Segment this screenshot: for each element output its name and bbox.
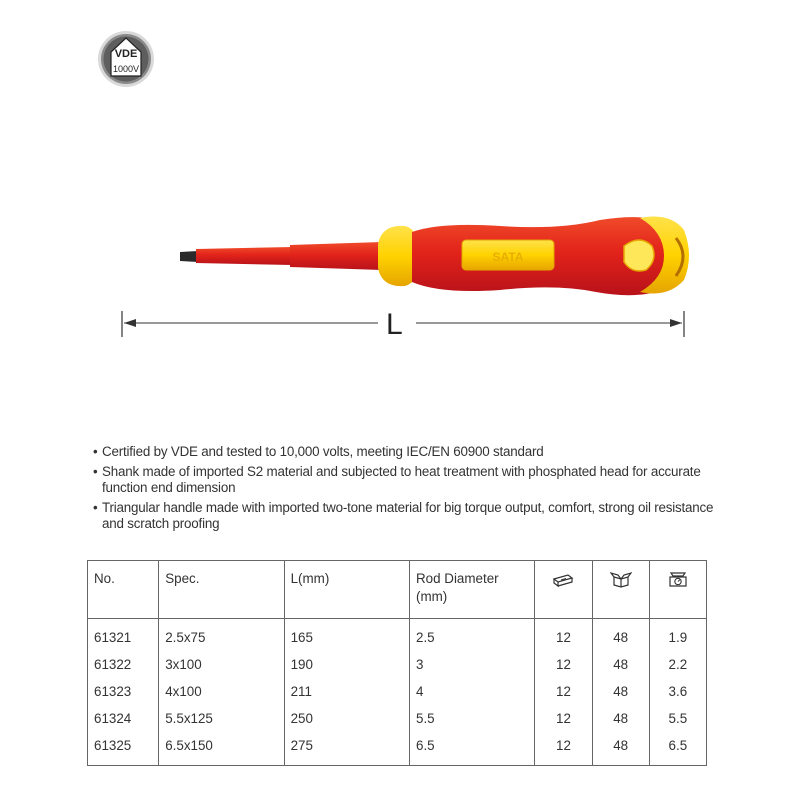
cell-box-qty: 12 (535, 705, 592, 732)
feature-item: • Triangular handle made with imported two-tone material for big torque output, comfort, strong oil resistance and scratch proofing (93, 500, 733, 533)
cell-weight: 5.5 (649, 705, 706, 732)
cell-box-qty: 12 (535, 651, 592, 678)
cell-no: 61323 (88, 678, 159, 705)
cell-carton-qty: 48 (592, 678, 649, 705)
cell-spec: 3x100 (159, 651, 284, 678)
header-rod-diameter-line2: (mm) (416, 589, 448, 604)
cell-weight: 6.5 (649, 732, 706, 766)
cell-carton-qty: 48 (592, 705, 649, 732)
cell-spec: 4x100 (159, 678, 284, 705)
cell-length: 190 (284, 651, 409, 678)
screwdriver-image (0, 210, 800, 300)
cell-length: 250 (284, 705, 409, 732)
cell-length: 211 (284, 678, 409, 705)
cell-rod-diameter: 3 (410, 651, 535, 678)
header-weight (649, 561, 706, 619)
cell-spec: 6.5x150 (159, 732, 284, 766)
screwdriver-tip (180, 251, 198, 262)
cell-carton-qty: 48 (592, 619, 649, 652)
feature-item: • Certified by VDE and tested to 10,000 volts, meeting IEC/EN 60900 standard (93, 444, 733, 461)
cell-box-qty: 12 (535, 619, 592, 652)
table-row (88, 705, 707, 732)
table-row (88, 732, 707, 766)
header-rod-diameter-line1: Rod Diameter (416, 571, 499, 586)
header-length: L(mm) (284, 561, 409, 619)
badge-voltage-text: 1000V (112, 64, 140, 74)
badge-vde-text: VDE (114, 48, 138, 60)
table-row (88, 678, 707, 705)
cell-weight: 2.2 (649, 651, 706, 678)
handle-brand-text: SATA (492, 250, 524, 264)
table-header-row (88, 561, 707, 619)
spec-table (87, 560, 707, 766)
feature-item: • Shank made of imported S2 material and subjected to heat treatment with phosphated head for accurate function end dimension (93, 464, 733, 497)
cell-box-qty: 12 (535, 678, 592, 705)
header-carton (592, 561, 649, 619)
cell-carton-qty: 48 (592, 651, 649, 678)
cell-no: 61321 (88, 619, 159, 652)
cell-length: 165 (284, 619, 409, 652)
table-row (88, 651, 707, 678)
cell-spec: 5.5x125 (159, 705, 284, 732)
cell-no: 61322 (88, 651, 159, 678)
cell-box-qty: 12 (535, 732, 592, 766)
arrow-left-icon (124, 319, 136, 327)
cell-length: 275 (284, 732, 409, 766)
cell-weight: 3.6 (649, 678, 706, 705)
header-no: No. (88, 561, 159, 619)
cell-carton-qty: 48 (592, 732, 649, 766)
weight-scale-icon (667, 570, 689, 588)
cell-spec: 2.5x75 (159, 619, 284, 652)
header-inner-box (535, 561, 592, 619)
inner-box-icon (552, 570, 574, 588)
cell-no: 61324 (88, 705, 159, 732)
carton-icon (610, 570, 632, 588)
length-label: L (386, 308, 403, 341)
feature-list (93, 444, 733, 536)
header-rod-diameter (410, 561, 535, 619)
table-row (88, 619, 707, 652)
header-spec: Spec. (159, 561, 284, 619)
vde-1000v-badge-icon (97, 30, 155, 88)
cell-rod-diameter: 6.5 (410, 732, 535, 766)
cell-weight: 1.9 (649, 619, 706, 652)
cell-rod-diameter: 4 (410, 678, 535, 705)
cell-rod-diameter: 2.5 (410, 619, 535, 652)
cell-no: 61325 (88, 732, 159, 766)
cell-rod-diameter: 5.5 (410, 705, 535, 732)
arrow-right-icon (670, 319, 682, 327)
